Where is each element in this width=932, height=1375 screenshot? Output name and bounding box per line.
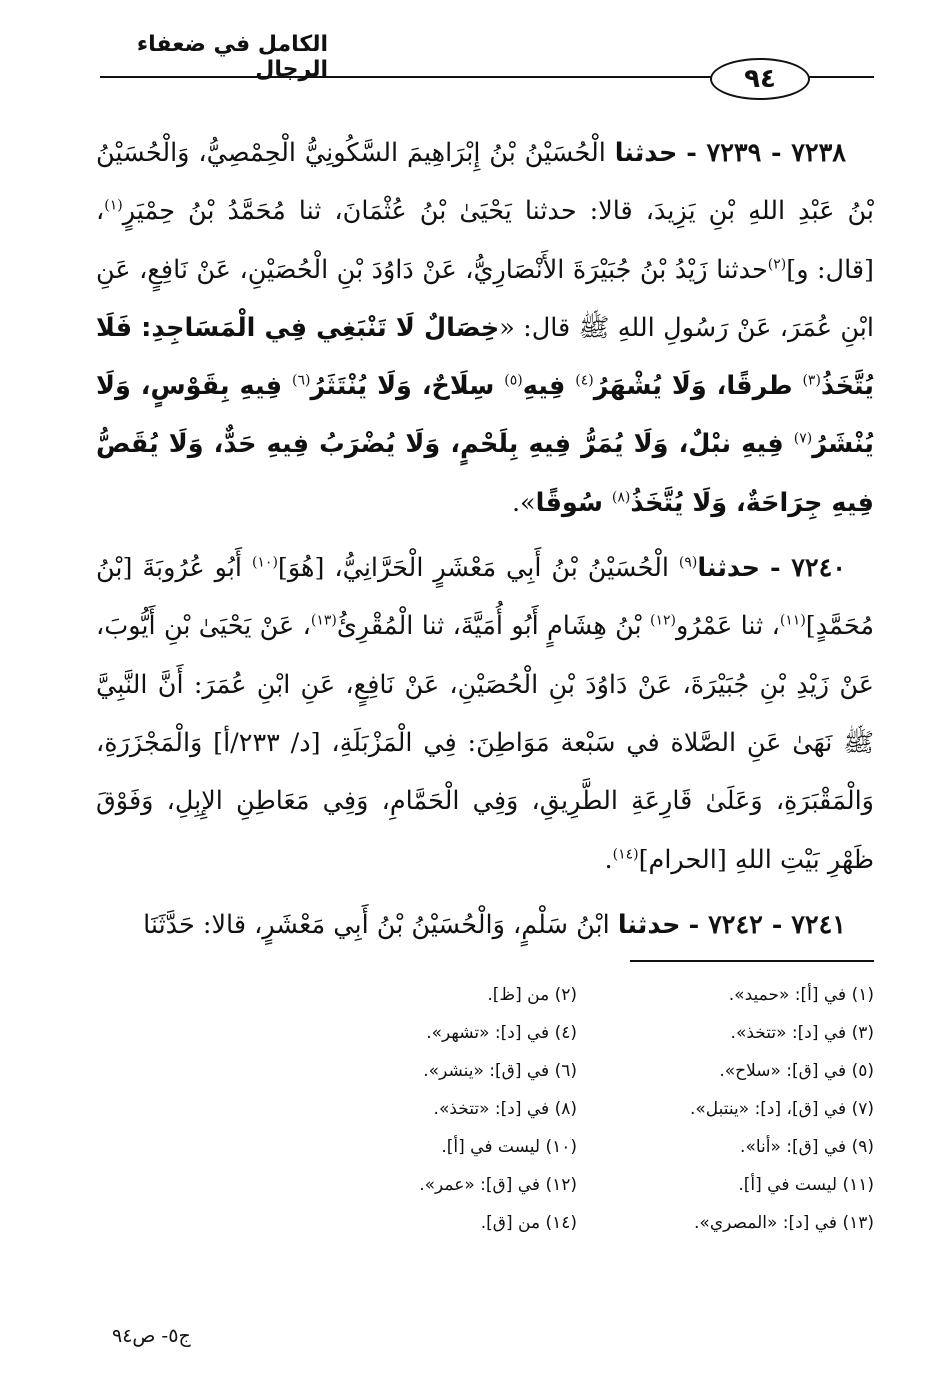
closing-quote: ». <box>511 487 536 518</box>
footnote: (١٠) ليست في [أ]. <box>441 1137 577 1157</box>
footnote: (١١) ليست في [أ]. <box>738 1175 874 1195</box>
haddathana-keyword: حدثنا <box>614 138 678 168</box>
footnote-ref: (٥) <box>504 372 523 389</box>
matn-text: فِيهِ <box>522 371 576 402</box>
footnote-ref: (١٣) <box>310 612 337 629</box>
page-number-badge: ٩٤ <box>710 58 810 100</box>
isnad-text: ، [قال: و] <box>96 196 874 285</box>
isnad-text: أَبُو عُرُوبَةَ [بْنُ مُحَمَّدٍ] <box>96 553 874 642</box>
matn-text: سُوقًا <box>535 487 612 518</box>
volume-page-reference: ج٥- ص٩٤ <box>112 1325 191 1347</box>
footnote-ref: (٩) <box>678 554 698 571</box>
footnote-ref: (١٢) <box>649 612 676 629</box>
footnote-ref: (١٠) <box>251 554 278 571</box>
footnote: (٥) في [ق]: «سلاح». <box>719 1061 874 1081</box>
matn-text: خِصَالٌ لَا تَنْبَغِي فِي الْمَسَاجِدِ: فَلَا يُتَّخَذُ <box>96 312 874 402</box>
footnote-ref: (٧) <box>793 430 813 447</box>
footnote: (٣) في [د]: «تتخذ». <box>730 1023 874 1043</box>
isnad-text: الْحُسَيْنُ بْنُ إِبْرَاهِيمَ السَّكُونِيُّ الْحِمْصِيُّ، وَالْحُسَيْنُ بْنُ عَبْدِ اللهِ بْنِ يَزِيدَ، قالا: حدثنا يَحْيَىٰ بْنُ عُثْمَانَ، ثنا مُحَمَّدُ بْنُ حِمْيَرٍ <box>96 138 874 227</box>
isnad-text: ابْنُ سَلْمٍ، وَالْحُسَيْنُ بْنُ أَبِي مَعْشَرٍ، قالا: حَدَّثَنَا <box>143 909 618 940</box>
book-title: الكامل في ضعفاء الرجال <box>136 32 328 82</box>
hadith-paragraph-7238 <box>96 124 874 532</box>
matn-text: سِلَاحٌ، وَلَا يُنْتَثَرُ <box>310 371 505 402</box>
matn-text: طرقًا، وَلَا يُشْهَرُ <box>593 371 803 402</box>
footnote: (١٣) في [د]: «المصري». <box>694 1213 874 1233</box>
matn-text: فِيهِ بِقَوْسٍ، وَلَا يُنْشَرُ <box>96 371 874 460</box>
footnote-ref: (٣) <box>802 372 821 389</box>
isnad-text: بْنُ هِشَامٍ أَبُو أُمَيَّةَ، ثنا الْمُقْرِئُ <box>336 611 650 642</box>
haddathana-keyword: حدثنا <box>617 909 681 940</box>
footnote: (٨) في [د]: «تتخذ». <box>433 1099 577 1119</box>
hadith-paragraph-7240 <box>96 539 874 889</box>
footnote-ref: (١٤) <box>612 846 639 863</box>
isnad-text: الْحُسَيْنُ بْنُ أَبِي مَعْشَرٍ الْحَرَّانِيُّ، [هُوَ] <box>277 553 679 584</box>
haddathana-keyword: حدثنا <box>697 553 761 584</box>
footnote: (٩) في [ق]: «أنا». <box>740 1137 874 1157</box>
hadith-number: ٧٢٤٠ - <box>769 553 847 584</box>
footnote: (٤) في [د]: «تشهر». <box>426 1023 577 1043</box>
footnote: (١) في [أ]: «حميد». <box>728 985 874 1005</box>
footnote: (٦) في [ق]: «ينشر». <box>423 1061 577 1081</box>
hadith-paragraph-7241 <box>96 896 874 954</box>
isnad-text: ، عَنْ يَحْيَىٰ بْنِ أَيُّوبَ، عَنْ زَيْدِ بْنِ جُبَيْرَةَ، عَنْ دَاوُدَ بْنِ الْحُصَيْنِ، عَنْ نَافِعٍ، عَنِ ابْنِ عُمَرَ: أَنَّ النَّبِيَّ ﷺ نَهَىٰ عَنِ الصَّلاة في سَبْعة مَوَاطِنَ: فِي الْمَزْبَلَةِ، [د/ ٢٣٣/أ] وَالْمَجْزَرَةِ، وَالْمَقْبَرَةِ، وَعَلَىٰ قَارِعَةِ الطَّرِيقِ، وَفِي الْحَمَّامِ، وَفِي مَعَاطِنِ الإِبِلِ، وَفَوْقَ ظَهْرِ بَيْتِ اللهِ [الحرام] <box>96 611 874 875</box>
footnotes <box>300 976 874 1242</box>
footnote: (٢) من [ظ]. <box>487 985 577 1005</box>
hadith-number: ٧٢٤١ - ٧٢٤٢ - <box>688 909 846 940</box>
footnote-ref: (١) <box>104 197 123 214</box>
footnote-ref: (٨) <box>611 489 631 506</box>
footnote: (١٤) من [ق]. <box>480 1213 577 1233</box>
footnote-ref: (٢) <box>767 256 787 273</box>
footnote: (١٢) في [ق]: «عمر». <box>419 1175 577 1195</box>
isnad-text: حدثنا زَيْدُ بْنُ جُبَيْرَةَ الأَنْصَارِيُّ، عَنْ دَاوُدَ بْنِ الْحُصَيْنِ، عَنْ نَافِعٍ، عَنِ ابْنِ عُمَرَ، عَنْ رَسُولِ اللهِ ﷺ قال: « <box>96 254 874 343</box>
footnote-ref: (٦) <box>292 372 311 389</box>
period: . <box>604 844 613 875</box>
footnote-ref: (١١) <box>779 612 806 629</box>
footnote-divider <box>630 960 874 962</box>
matn-text: فِيهِ نبْلٌ، وَلَا يُمَرُّ فِيهِ بِلَحْمٍ، وَلَا يُضْرَبُ فِيهِ حَدٌّ، وَلَا يُقَصُّ فِيهِ جِرَاحَةٌ، وَلَا يُتَّخَذُ <box>96 429 874 518</box>
footnote-ref: (٤) <box>575 372 594 389</box>
main-text <box>96 124 874 954</box>
hadith-number: ٧٢٣٨ - ٧٢٣٩ - <box>686 138 847 168</box>
footnote: (٧) في [ق]، [د]: «ينتبل». <box>689 1099 874 1119</box>
isnad-text: ، ثنا عَمْرُو <box>675 611 780 642</box>
